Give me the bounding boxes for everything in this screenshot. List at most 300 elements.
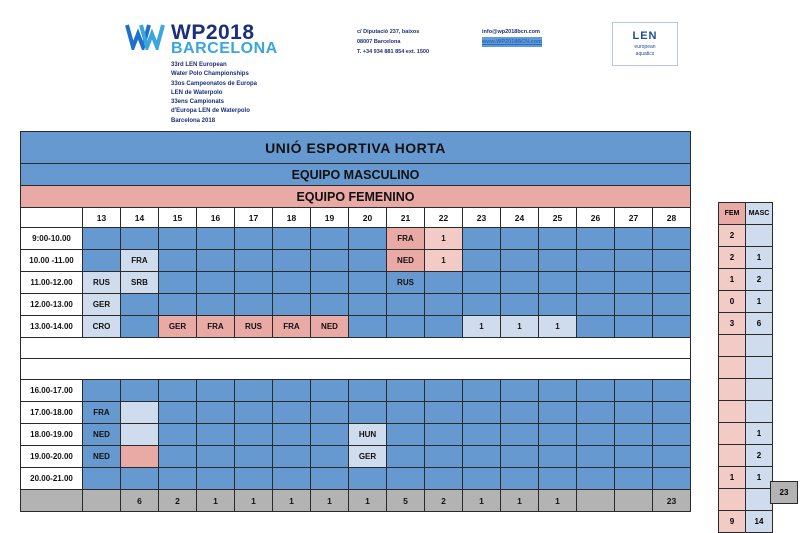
- slot-cell[interactable]: [235, 294, 273, 316]
- slot-cell[interactable]: CRO: [83, 316, 121, 338]
- summary-fem-cell: 1: [719, 467, 746, 489]
- summary-fem-cell: 3: [719, 313, 746, 335]
- day-header: 17: [235, 208, 273, 228]
- day-header: 16: [197, 208, 235, 228]
- slot-cell[interactable]: FRA: [121, 250, 159, 272]
- slot-cell[interactable]: [159, 250, 197, 272]
- summary-fem-cell: 0: [719, 291, 746, 313]
- total-cell: 5: [387, 490, 425, 512]
- slot-cell[interactable]: [387, 468, 425, 490]
- day-header: 22: [425, 208, 463, 228]
- slot-cell[interactable]: [159, 402, 197, 424]
- summary-total-masc: 14: [746, 511, 773, 533]
- logo-line-5: 33ens Campionats: [171, 99, 225, 106]
- slot-cell[interactable]: [425, 316, 463, 338]
- slot-cell[interactable]: GER: [159, 316, 197, 338]
- summary-masc-cell: [746, 489, 773, 511]
- table-row: [21, 250, 691, 272]
- slot-cell[interactable]: [121, 380, 159, 402]
- total-cell: 2: [159, 490, 197, 512]
- slot-cell[interactable]: [387, 402, 425, 424]
- schedule-table: [20, 131, 691, 512]
- summary-grand-total-row: [771, 482, 798, 504]
- slot-cell[interactable]: [653, 446, 691, 468]
- slot-cell[interactable]: NED: [387, 250, 425, 272]
- slot-cell[interactable]: [501, 468, 539, 490]
- slot-cell[interactable]: [273, 250, 311, 272]
- summary-row: [719, 379, 773, 401]
- slot-cell[interactable]: [615, 294, 653, 316]
- address-line-2: 08007 Barcelona: [357, 39, 401, 46]
- total-cell: 6: [121, 490, 159, 512]
- slot-cell[interactable]: [501, 446, 539, 468]
- slot-cell[interactable]: [577, 446, 615, 468]
- totals-label: [21, 490, 83, 512]
- logo-line-4: LEN de Waterpolo: [171, 89, 223, 96]
- slot-cell[interactable]: [349, 250, 387, 272]
- day-header: 24: [501, 208, 539, 228]
- len-line-1: european: [634, 44, 656, 50]
- summary-fem-cell: [719, 357, 746, 379]
- slot-cell[interactable]: [197, 468, 235, 490]
- summary-grand-total: 23: [771, 482, 798, 504]
- slot-cell[interactable]: [615, 424, 653, 446]
- address-line-1: c/ Diputació 237, baixos: [357, 29, 420, 35]
- summary-masc-cell: [746, 357, 773, 379]
- slot-cell[interactable]: [463, 446, 501, 468]
- slot-cell[interactable]: 1: [539, 316, 577, 338]
- table-row: [21, 446, 691, 468]
- slot-cell[interactable]: [349, 294, 387, 316]
- slot-cell[interactable]: RUS: [83, 272, 121, 294]
- grand-total-cell: 23: [653, 490, 691, 512]
- slot-cell[interactable]: [349, 272, 387, 294]
- slot-cell[interactable]: [425, 424, 463, 446]
- table-title-row: [21, 132, 691, 164]
- slot-cell[interactable]: [501, 380, 539, 402]
- totals-row: [21, 490, 691, 512]
- slot-cell[interactable]: [577, 380, 615, 402]
- slot-cell[interactable]: [349, 316, 387, 338]
- table-row: [21, 468, 691, 490]
- summary-row: [719, 269, 773, 291]
- slot-cell[interactable]: [615, 316, 653, 338]
- summary-header-fem: FEM: [719, 203, 746, 225]
- slot-cell[interactable]: [121, 402, 159, 424]
- slot-cell[interactable]: [235, 402, 273, 424]
- summary-row: [719, 313, 773, 335]
- summary-masc-cell: 1: [746, 423, 773, 445]
- logo-line-3: 33os Campeonatos de Europa: [171, 80, 258, 87]
- slot-cell[interactable]: FRA: [273, 316, 311, 338]
- slot-cell[interactable]: [577, 294, 615, 316]
- slot-cell[interactable]: SRB: [121, 272, 159, 294]
- summary-row: [719, 357, 773, 379]
- slot-cell[interactable]: RUS: [387, 272, 425, 294]
- total-cell: 1: [501, 490, 539, 512]
- slot-cell[interactable]: [349, 380, 387, 402]
- separator-cell-2: [21, 359, 691, 380]
- row-time: 10.00 -11.00: [21, 250, 83, 272]
- total-cell: 1: [197, 490, 235, 512]
- total-cell: [615, 490, 653, 512]
- table-row: [21, 294, 691, 316]
- slot-cell[interactable]: [349, 402, 387, 424]
- slot-cell[interactable]: RUS: [235, 316, 273, 338]
- slot-cell[interactable]: [653, 316, 691, 338]
- slot-cell[interactable]: [539, 272, 577, 294]
- contact-block: [482, 27, 542, 47]
- row-time: 18.00-19.00: [21, 424, 83, 446]
- slot-cell[interactable]: [159, 228, 197, 250]
- slot-cell[interactable]: [159, 294, 197, 316]
- summary-fem-cell: [719, 335, 746, 357]
- slot-cell[interactable]: [311, 446, 349, 468]
- slot-cell[interactable]: [653, 402, 691, 424]
- row-time: 19.00-20.00: [21, 446, 83, 468]
- address-line-3: T. +34 934 881 854 ext. 1500: [357, 49, 430, 56]
- slot-cell[interactable]: HUN: [349, 424, 387, 446]
- total-cell: 2: [425, 490, 463, 512]
- logo-line-6: d'Europa LEN de Waterpolo: [171, 108, 250, 115]
- slot-cell[interactable]: [425, 402, 463, 424]
- summary-row: [719, 335, 773, 357]
- logo-line-7: Barcelona 2018: [171, 117, 216, 124]
- slot-cell[interactable]: FRA: [83, 402, 121, 424]
- slot-cell[interactable]: [349, 228, 387, 250]
- slot-cell[interactable]: [235, 228, 273, 250]
- summary-masc-cell: 1: [746, 247, 773, 269]
- day-header: 18: [273, 208, 311, 228]
- slot-cell[interactable]: [387, 316, 425, 338]
- slot-cell[interactable]: [577, 316, 615, 338]
- slot-cell[interactable]: [311, 294, 349, 316]
- slot-cell[interactable]: [425, 468, 463, 490]
- summary-row: [719, 401, 773, 423]
- row-time: 9:00-10.00: [21, 228, 83, 250]
- slot-cell[interactable]: [273, 402, 311, 424]
- slot-cell[interactable]: [273, 272, 311, 294]
- slot-cell[interactable]: [197, 446, 235, 468]
- slot-cell[interactable]: [159, 272, 197, 294]
- slot-cell[interactable]: [387, 446, 425, 468]
- slot-cell[interactable]: [653, 424, 691, 446]
- summary-total-fem: 9: [719, 511, 746, 533]
- slot-cell[interactable]: [501, 402, 539, 424]
- day-header: 20: [349, 208, 387, 228]
- slot-cell[interactable]: [425, 272, 463, 294]
- slot-cell[interactable]: [311, 228, 349, 250]
- day-header: 23: [463, 208, 501, 228]
- slot-cell[interactable]: [121, 228, 159, 250]
- total-cell: 1: [349, 490, 387, 512]
- day-header: 15: [159, 208, 197, 228]
- summary-row: [719, 445, 773, 467]
- slot-cell[interactable]: [501, 250, 539, 272]
- summary-masc-cell: 2: [746, 269, 773, 291]
- summary-row: [719, 467, 773, 489]
- slot-cell[interactable]: 1: [425, 250, 463, 272]
- slot-cell[interactable]: [501, 424, 539, 446]
- masculino-row: [21, 164, 691, 186]
- slot-cell[interactable]: [615, 228, 653, 250]
- slot-cell[interactable]: [197, 380, 235, 402]
- slot-cell[interactable]: [197, 294, 235, 316]
- slot-cell[interactable]: [539, 380, 577, 402]
- slot-cell[interactable]: [653, 272, 691, 294]
- summary-fem-cell: [719, 379, 746, 401]
- slot-cell[interactable]: [463, 468, 501, 490]
- slot-cell[interactable]: [615, 446, 653, 468]
- slot-cell[interactable]: [197, 228, 235, 250]
- slot-cell[interactable]: [463, 272, 501, 294]
- slot-cell[interactable]: [653, 250, 691, 272]
- summary-fem-cell: 2: [719, 247, 746, 269]
- total-cell: [83, 490, 121, 512]
- slot-cell[interactable]: NED: [83, 424, 121, 446]
- summary-row: [719, 423, 773, 445]
- table-row: [21, 316, 691, 338]
- slot-cell[interactable]: [235, 250, 273, 272]
- slot-cell[interactable]: [121, 424, 159, 446]
- slot-cell[interactable]: [463, 402, 501, 424]
- summary-fem-cell: [719, 445, 746, 467]
- slot-cell[interactable]: [121, 446, 159, 468]
- slot-cell[interactable]: [615, 468, 653, 490]
- len-line-2: aquatics: [635, 50, 655, 57]
- slot-cell[interactable]: [577, 250, 615, 272]
- slot-cell[interactable]: [463, 424, 501, 446]
- slot-cell[interactable]: [501, 294, 539, 316]
- slot-cell[interactable]: [577, 468, 615, 490]
- slot-cell[interactable]: [615, 402, 653, 424]
- slot-cell[interactable]: [83, 380, 121, 402]
- slot-cell[interactable]: [463, 380, 501, 402]
- slot-cell[interactable]: [501, 272, 539, 294]
- slot-cell[interactable]: [653, 468, 691, 490]
- slot-cell[interactable]: [121, 316, 159, 338]
- contact-website[interactable]: www.WP2018BCN.com: [482, 37, 542, 47]
- slot-cell[interactable]: [539, 294, 577, 316]
- summary-masc-cell: [746, 401, 773, 423]
- slot-cell[interactable]: [311, 402, 349, 424]
- summary-masc-cell: 2: [746, 445, 773, 467]
- slot-cell[interactable]: NED: [83, 446, 121, 468]
- separator-cell-1: [21, 338, 691, 359]
- day-header: 14: [121, 208, 159, 228]
- day-header: 28: [653, 208, 691, 228]
- separator-row: [21, 359, 691, 380]
- time-col-header: [21, 208, 83, 228]
- slot-cell[interactable]: GER: [349, 446, 387, 468]
- slot-cell[interactable]: [159, 446, 197, 468]
- summary-masc-cell: 1: [746, 291, 773, 313]
- slot-cell[interactable]: [501, 228, 539, 250]
- slot-cell[interactable]: [463, 294, 501, 316]
- slot-cell[interactable]: [83, 468, 121, 490]
- summary-masc-cell: 6: [746, 313, 773, 335]
- slot-cell[interactable]: [653, 380, 691, 402]
- summary-fem-cell: 2: [719, 225, 746, 247]
- slot-cell[interactable]: [159, 380, 197, 402]
- total-cell: 1: [463, 490, 501, 512]
- slot-cell[interactable]: [311, 250, 349, 272]
- table-row: [21, 228, 691, 250]
- slot-cell[interactable]: [273, 424, 311, 446]
- total-cell: 1: [311, 490, 349, 512]
- logo-title: WP2018: [171, 21, 255, 44]
- row-time: 20.00-21.00: [21, 468, 83, 490]
- slot-cell[interactable]: [311, 468, 349, 490]
- len-logo: [612, 22, 678, 66]
- slot-cell[interactable]: [83, 250, 121, 272]
- slot-cell[interactable]: [577, 424, 615, 446]
- logo-line-1: 33rd LEN European: [171, 62, 227, 68]
- slot-cell[interactable]: [273, 468, 311, 490]
- wp2018-logo: [125, 22, 278, 126]
- slot-cell[interactable]: [425, 446, 463, 468]
- contact-email[interactable]: info@wp2018bcn.com: [482, 29, 540, 35]
- row-time: 13.00-14.00: [21, 316, 83, 338]
- separator-row: [21, 338, 691, 359]
- masculino-label: EQUIPO MASCULINO: [21, 164, 691, 186]
- summary-row: [719, 291, 773, 313]
- summary-table: [718, 202, 773, 533]
- total-cell: 1: [539, 490, 577, 512]
- slot-cell[interactable]: [273, 446, 311, 468]
- slot-cell[interactable]: [539, 468, 577, 490]
- summary-totals-row: [719, 511, 773, 533]
- slot-cell[interactable]: [311, 272, 349, 294]
- slot-cell[interactable]: GER: [83, 294, 121, 316]
- femenino-row: [21, 186, 691, 208]
- slot-cell[interactable]: [387, 380, 425, 402]
- slot-cell[interactable]: [121, 294, 159, 316]
- wp-monogram-icon: [125, 22, 165, 50]
- total-cell: 1: [273, 490, 311, 512]
- slot-cell[interactable]: [425, 380, 463, 402]
- total-cell: 1: [235, 490, 273, 512]
- summary-row: [719, 247, 773, 269]
- slot-cell[interactable]: 1: [501, 316, 539, 338]
- day-header: 27: [615, 208, 653, 228]
- slot-cell[interactable]: [197, 402, 235, 424]
- slot-cell[interactable]: [273, 294, 311, 316]
- slot-cell[interactable]: [197, 424, 235, 446]
- slot-cell[interactable]: [311, 380, 349, 402]
- slot-cell[interactable]: [235, 468, 273, 490]
- summary-masc-cell: [746, 335, 773, 357]
- day-header: 25: [539, 208, 577, 228]
- slot-cell[interactable]: [539, 424, 577, 446]
- summary-masc-cell: [746, 225, 773, 247]
- slot-cell[interactable]: [197, 250, 235, 272]
- slot-cell[interactable]: [235, 380, 273, 402]
- slot-cell[interactable]: [539, 228, 577, 250]
- slot-cell[interactable]: [463, 228, 501, 250]
- page-title: UNIÓ ESPORTIVA HORTA: [21, 132, 691, 164]
- table-row: [21, 402, 691, 424]
- slot-cell[interactable]: [83, 228, 121, 250]
- slot-cell[interactable]: [653, 294, 691, 316]
- slot-cell[interactable]: [615, 250, 653, 272]
- slot-cell[interactable]: [539, 446, 577, 468]
- slot-cell[interactable]: [121, 468, 159, 490]
- summary-fem-cell: 1: [719, 269, 746, 291]
- slot-cell[interactable]: [615, 272, 653, 294]
- row-time: 17.00-18.00: [21, 402, 83, 424]
- slot-cell[interactable]: [577, 228, 615, 250]
- summary-header-row: [719, 203, 773, 225]
- slot-cell[interactable]: [235, 424, 273, 446]
- femenino-label: EQUIPO FEMENINO: [21, 186, 691, 208]
- summary-header-masc: MASC: [746, 203, 773, 225]
- slot-cell[interactable]: FRA: [197, 316, 235, 338]
- slot-cell[interactable]: [539, 250, 577, 272]
- slot-cell[interactable]: [197, 272, 235, 294]
- slot-cell[interactable]: [311, 424, 349, 446]
- row-time: 12.00-13.00: [21, 294, 83, 316]
- slot-cell[interactable]: [235, 272, 273, 294]
- slot-cell[interactable]: 1: [425, 228, 463, 250]
- table-row: [21, 424, 691, 446]
- summary-fem-cell: [719, 423, 746, 445]
- address-block: [357, 27, 429, 58]
- slot-cell[interactable]: [273, 380, 311, 402]
- total-cell: [577, 490, 615, 512]
- slot-cell[interactable]: 1: [463, 316, 501, 338]
- day-header: 21: [387, 208, 425, 228]
- slot-cell[interactable]: [159, 468, 197, 490]
- row-time: 11.00-12.00: [21, 272, 83, 294]
- logo-descriptions: [171, 61, 278, 126]
- slot-cell[interactable]: [653, 228, 691, 250]
- slot-cell[interactable]: [387, 294, 425, 316]
- day-header-row: [21, 208, 691, 228]
- slot-cell[interactable]: [577, 402, 615, 424]
- day-header: 19: [311, 208, 349, 228]
- slot-cell[interactable]: FRA: [387, 228, 425, 250]
- summary-fem-cell: [719, 489, 746, 511]
- slot-cell[interactable]: [425, 294, 463, 316]
- summary-grand-total-table: [770, 481, 798, 504]
- slot-cell[interactable]: [387, 424, 425, 446]
- table-row: [21, 272, 691, 294]
- slot-cell[interactable]: [235, 446, 273, 468]
- slot-cell[interactable]: [615, 380, 653, 402]
- summary-masc-cell: 1: [746, 467, 773, 489]
- page-header: [0, 0, 800, 124]
- summary-masc-cell: [746, 379, 773, 401]
- summary-row: [719, 225, 773, 247]
- summary-fem-cell: [719, 401, 746, 423]
- logo-subtitle: BARCELONA: [171, 40, 278, 57]
- slot-cell[interactable]: [349, 468, 387, 490]
- slot-cell[interactable]: [539, 402, 577, 424]
- day-header: 13: [83, 208, 121, 228]
- table-row: [21, 380, 691, 402]
- len-title: LEN: [632, 30, 658, 42]
- slot-cell[interactable]: NED: [311, 316, 349, 338]
- slot-cell[interactable]: [463, 250, 501, 272]
- summary-row: [719, 489, 773, 511]
- logo-line-2: Water Polo Championships: [171, 71, 249, 78]
- slot-cell[interactable]: [159, 424, 197, 446]
- day-header: 26: [577, 208, 615, 228]
- slot-cell[interactable]: [577, 272, 615, 294]
- slot-cell[interactable]: [273, 228, 311, 250]
- row-time: 16.00-17.00: [21, 380, 83, 402]
